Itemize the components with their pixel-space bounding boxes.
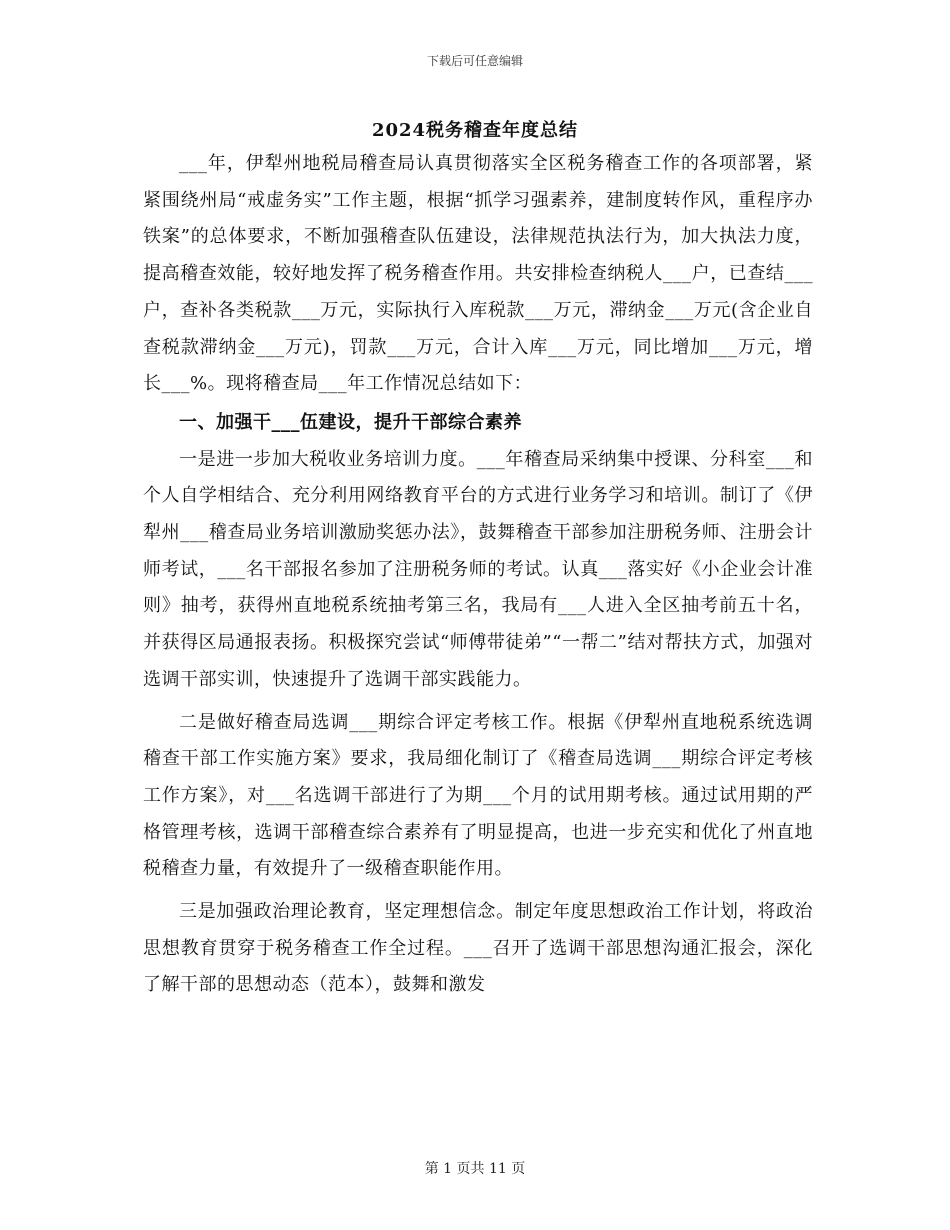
body-paragraph-political-education: 三是加强政治理论教育，坚定理想信念。制定年度思想政治工作计划，将政治思想教育贯穿于税务稽查工作全过程。___召开了选调干部思想沟通汇报会，深化了解干部的思想动态（范本），鼓舞和激发 xyxy=(143,901,813,996)
document-body xyxy=(143,146,813,1004)
intro-paragraph: ___年，伊犁州地税局稽查局认真贯彻落实全区税务稽查工作的各项部署，紧紧围绕州局“戒虚务实”工作主题，根据“抓学习强素养，建制度转作风，重程序办铁案”的总体要求，不断加强稽查队伍建设，法律规范执法行为，加大执法力度，提高稽查效能，较好地发挥了税务稽查作用。共安排检查纳税人___户，已查结___户，查补各类税款___万元，实际执行入库税款___万元，滞纳金___万元(含企业自查税款滞纳金___万元)，罚款___万元，合计入库___万元，同比增加___万元，增长___%。现将稽查局___年工作情况总结如下： xyxy=(143,153,813,395)
body-paragraph-assessment: 二是做好稽查局选调___期综合评定考核工作。根据《伊犁州直地税系统选调稽查干部工作实施方案》要求，我局细化制订了《稽查局选调___期综合评定考核工作方案》，对___名选调干部进行了为期___个月的试用期考核。通过试用期的严格管理考核，选调干部稽查综合素养有了明显提高，也进一步充实和优化了州直地税稽查力量，有效提升了一级稽查职能作用。 xyxy=(143,711,813,880)
page-number-footer: 第 1 页共 11 页 xyxy=(424,1161,526,1177)
page-header-note: 下载后可任意编辑 xyxy=(426,54,523,68)
body-paragraph-training: 一是进一步加大税收业务培训力度。___年稽查局采纳集中授课、分科室___和个人自学相结合、充分利用网络教育平台的方式进行业务学习和培训。制订了《伊犁州___稽查局业务培训激励奖惩办法》，鼓舞稽查干部参加注册税务师、注册会计师考试，___名干部报名参加了注册税务师的考试。认真___落实好《小企业会计准则》抽考，获得州直地税系统抽考第三名，我局有___人进入全区抽考前五十名，并获得区局通报表扬。积极探究尝试“师傅带徒弟”“一帮二”结对帮扶方式，加强对选调干部实训，快速提升了选调干部实践能力。 xyxy=(143,448,813,690)
section-heading: 一、加强干___伍建设，提升干部综合素养 xyxy=(179,411,522,433)
document-title: 2024税务稽查年度总结 xyxy=(371,120,579,141)
